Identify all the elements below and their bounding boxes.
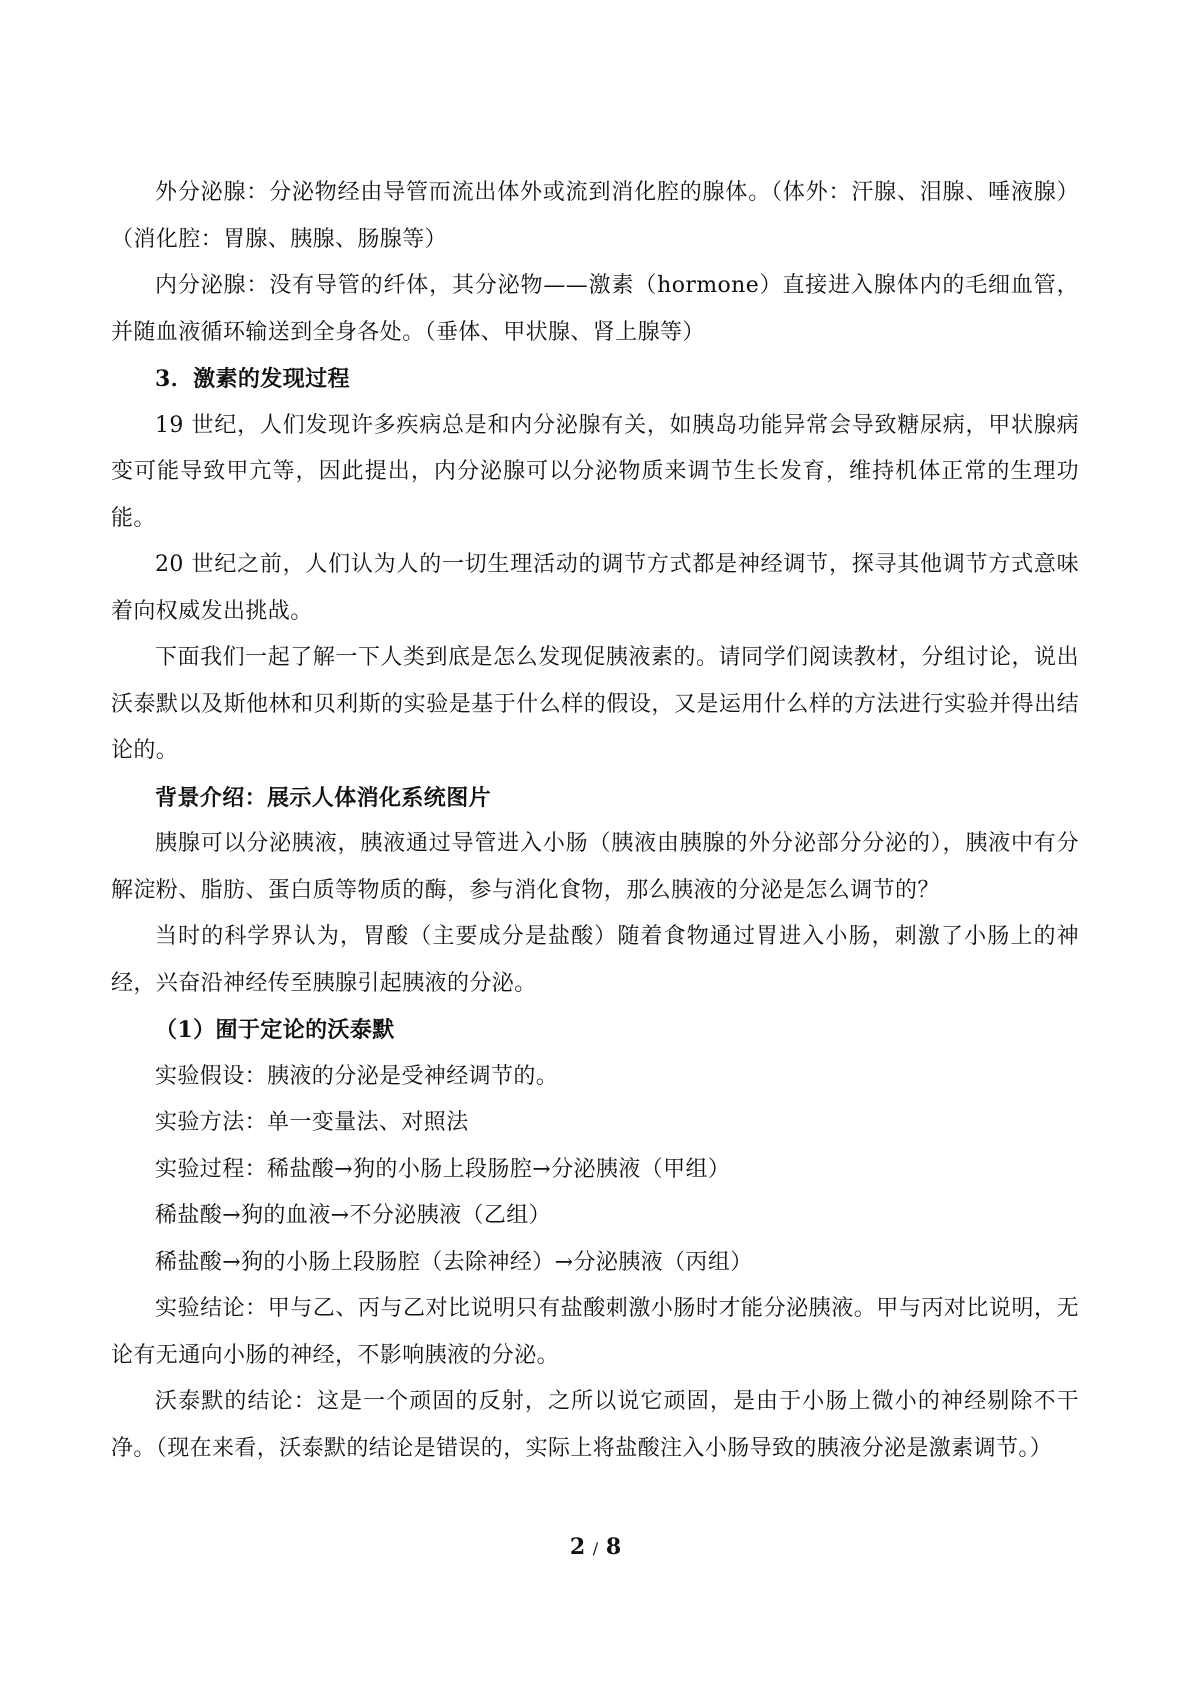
paragraph-process-group-c: 稀盐酸→狗的小肠上段肠腔（去除神经）→分泌胰液（丙组）	[155, 1249, 753, 1275]
paragraph-endocrine-gland: 内分泌腺：没有导管的纤体，其分泌物——激素（hormone）直接进入腺体内的毛细血管，并随血液循环输送到全身各处。（垂体、甲状腺、肾上腺等）	[111, 273, 1079, 345]
paragraph-exocrine-gland: 外分泌腺：分泌物经由导管而流出体外或流到消化腔的腺体。（体外：汗腺、泪腺、唾液腺）（消化腔：胃腺、胰腺、肠腺等）	[111, 180, 1079, 252]
paragraph-method: 实验方法：单一变量法、对照法	[155, 1110, 469, 1135]
page-body	[111, 170, 1079, 1472]
paragraph-hypothesis: 实验假设：胰液的分泌是受神经调节的。	[155, 1063, 559, 1089]
subheading-wertheimer: （1）囿于定论的沃泰默	[155, 1017, 395, 1043]
paragraph-wertheimer-conclusion: 沃泰默的结论：这是一个顽固的反射，之所以说它顽固，是由于小肠上微小的神经剔除不干净。（现在来看，沃泰默的结论是错误的，实际上将盐酸注入小肠导致的胰液分泌是激素调节。）	[111, 1389, 1079, 1461]
section-heading-hormone-discovery: 3．激素的发现过程	[155, 366, 350, 392]
page-number	[0, 1534, 1191, 1560]
page-number-total: 8	[605, 1534, 622, 1560]
paragraph-pancreas: 胰腺可以分泌胰液，胰液通过导管进入小肠（胰液由胰腺的外分泌部分分泌的），胰液中有分解淀粉、脂肪、蛋白质等物质的酶，参与消化食物，那么胰液的分泌是怎么调节的？	[111, 831, 1079, 903]
paragraph-scientific-view: 当时的科学界认为，胃酸（主要成分是盐酸）随着食物通过胃进入小肠，刺激了小肠上的神经，兴奋沿神经传至胰腺引起胰液的分泌。	[111, 924, 1079, 996]
paragraph-19th-century: 19 世纪，人们发现许多疾病总是和内分泌腺有关，如胰岛功能异常会导致糖尿病，甲状腺病变可能导致甲亢等，因此提出，内分泌腺可以分泌物质来调节生长发育，维持机体正常的生理功能。	[111, 412, 1079, 531]
page-number-separator: /	[592, 1539, 599, 1558]
paragraph-conclusion: 实验结论：甲与乙、丙与乙对比说明只有盐酸刺激小肠时才能分泌胰液。甲与丙对比说明，无论有无通向小肠的神经，不影响胰液的分泌。	[111, 1296, 1079, 1368]
paragraph-process-group-a: 实验过程：稀盐酸→狗的小肠上段肠腔→分泌胰液（甲组）	[155, 1156, 731, 1182]
paragraph-process-group-b: 稀盐酸→狗的血液→不分泌胰液（乙组）	[155, 1203, 552, 1228]
page-number-current: 2	[569, 1534, 586, 1560]
paragraph-before-20th-century: 20 世纪之前，人们认为人的一切生理活动的调节方式都是神经调节，探寻其他调节方式意味着向权威发出挑战。	[111, 552, 1079, 624]
paragraph-discussion-prompt: 下面我们一起了解一下人类到底是怎么发现促胰液素的。请同学们阅读教材，分组讨论，说出沃泰默以及斯他林和贝利斯的实验是基于什么样的假设，又是运用什么样的方法进行实验并得出结论的。	[111, 645, 1079, 763]
heading-background-intro: 背景介绍：展示人体消化系统图片	[155, 784, 492, 811]
